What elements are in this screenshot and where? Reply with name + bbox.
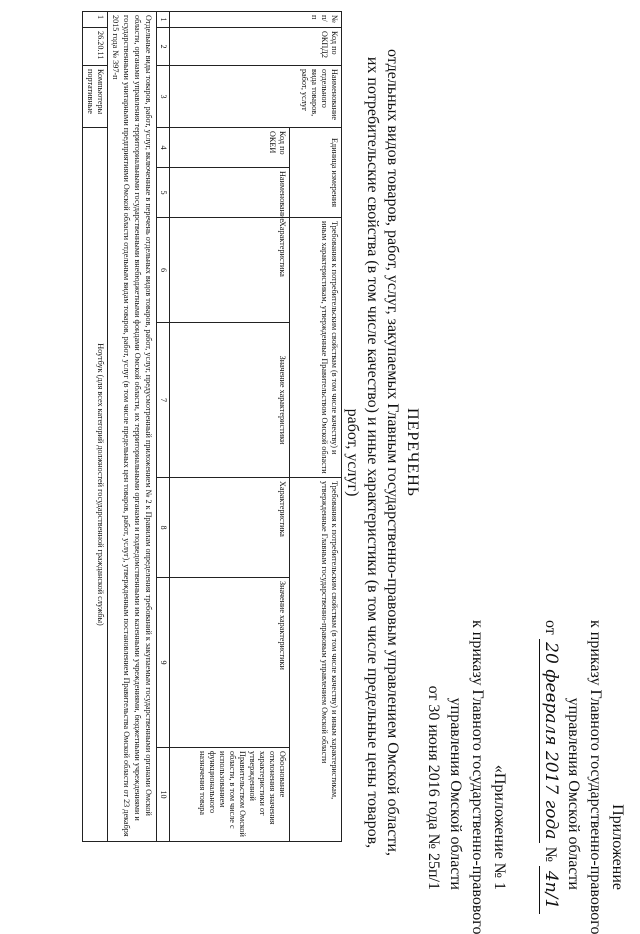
column-number: 7 [157, 323, 170, 478]
appendix1-title: «Приложение № 1 [491, 764, 508, 890]
table-header-row [290, 12, 342, 842]
appendix1-order-line: к приказу Главного государственно-правового [469, 620, 486, 934]
appendix1-header [422, 620, 510, 934]
column-number: 3 [157, 66, 170, 128]
header-gov-characteristic: Характеристика [170, 218, 290, 323]
appendix1-authority-line: управления Омской области [447, 697, 464, 890]
appendix1-date-line: от 30 июня 2016 года № 25п/1 [425, 685, 442, 890]
header-unit-name: Наименование [170, 168, 290, 218]
goods-table [82, 11, 342, 842]
handwritten-number: 4п/1 [539, 866, 562, 914]
section-description: Отдельные виды товаров, работ, услуг, включенные в перечень отдельных видов товаров, работ, услуг, предусмотренный приложением № 2 к Правилам определения требований к закупаемым государственными органами Омской области, органами управления территориальными государственными внебюджетными фондами Омской области, их территориальными органами и подведомственными им казенными учреждениями, бюджетными учреждениями и государственными унитарными предприятиями Омской области отдельным видам товаров, работ, услуг (в том числе предельных цен товаров, работ, услуг), утвержденным постановлением Правительства Омской области от 23 декабря 2015 года № 397-п [108, 12, 157, 842]
title-heading: ПЕРЕЧЕНЬ [404, 408, 421, 497]
appendix-authority-line: управления Омской области [565, 697, 582, 890]
handwritten-date: 20 февраля 2017 года [539, 639, 562, 843]
column-number: 5 [157, 168, 170, 218]
header-gov-value: Значение характеристики [170, 323, 290, 478]
column-number: 8 [157, 478, 170, 578]
column-number-row [157, 12, 170, 842]
number-prefix: № [542, 846, 559, 863]
appendix-header [539, 620, 628, 934]
column-number: 6 [157, 218, 170, 323]
column-number: 2 [157, 28, 170, 66]
section-row [108, 12, 157, 842]
column-number: 10 [157, 748, 170, 842]
header-okei: Код по ОКЕИ [170, 128, 290, 168]
appendix-date-line [539, 620, 562, 910]
document-title [342, 20, 422, 885]
table-row [83, 12, 108, 842]
column-number: 4 [157, 128, 170, 168]
title-line-2: их потребительские свойства (в том числе качество) и иные характеристики (в том числе предельные цены товаров, [364, 56, 381, 849]
header-name: Наименование отдельного вида товаров, работ, услуг [170, 66, 342, 128]
appendix-title: Приложение [609, 804, 626, 890]
header-req-dept: Требования к потребительским свойствам (в том числе качеству) и иным характеристикам, утвержденные Главным государственно-правовым управлением Омской области [290, 478, 342, 842]
table-subheader-row [170, 12, 290, 842]
column-number: 9 [157, 578, 170, 748]
header-justification: Обоснование отклонения значения характеристики от утвержденной Правительством Омской области, в том числе с использованием функционального назначения товара [170, 748, 290, 842]
row-okpd: 26.20.11 [83, 28, 108, 66]
header-dept-characteristic: Характеристика [170, 478, 290, 578]
row-num: 1 [83, 12, 108, 28]
row-note: Ноутбук (для всех категорий должностей государственной гражданской службы) [83, 128, 108, 842]
title-line-1: отдельных видов товаров, работ, услуг, закупаемых Главным государственно-правовым управлением Омской области, [384, 49, 401, 856]
row-name: Компьютеры портативные [83, 66, 108, 128]
header-num: № п/п [170, 12, 342, 28]
column-number: 1 [157, 12, 170, 28]
header-dept-value: Значение характеристики [170, 578, 290, 748]
date-prefix: от [542, 620, 559, 635]
appendix-order-line: к приказу Главного государственно-правового [587, 620, 604, 934]
header-unit: Единица измерения [290, 128, 342, 218]
title-line-3: работ, услуг) [344, 408, 361, 497]
header-req-gov: Требования к потребительским свойствам (в том числе качеству) и иным характеристикам, утвержденные Правительством Омской области [290, 218, 342, 478]
header-okpd: Код по ОКПД2 [170, 28, 342, 66]
